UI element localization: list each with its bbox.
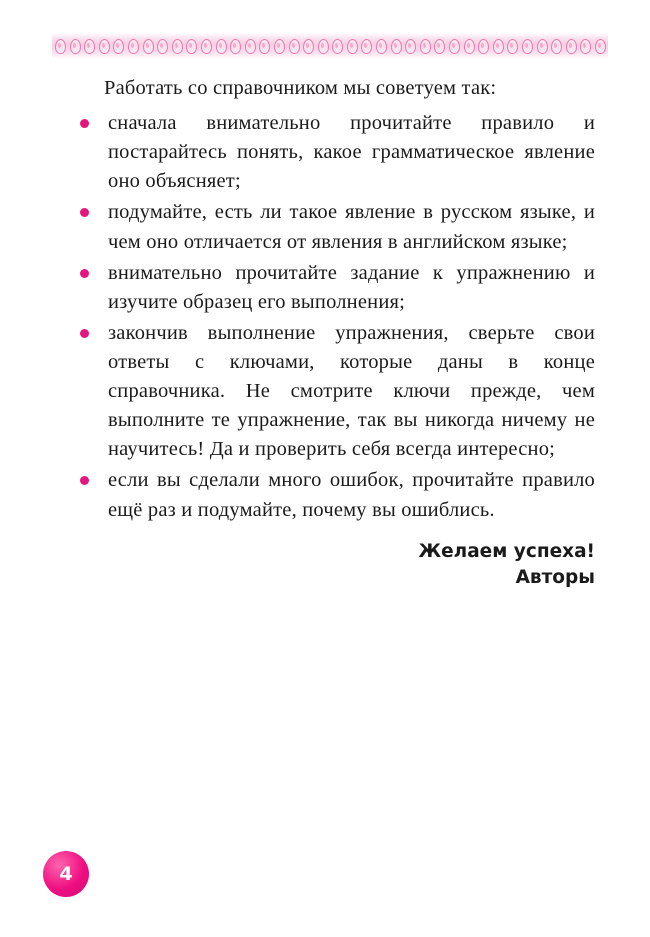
list-item-text: если вы сделали много ошибок, прочитайте правило ещё раз и подумайте, почему вы ошиблись.: [108, 469, 595, 521]
decorative-ornament-band: [52, 33, 608, 59]
list-item: [70, 198, 595, 256]
ornament-swirl-icon: [317, 38, 329, 54]
ornament-swirl-icon: [550, 38, 562, 54]
ornament-swirl-icon: [127, 38, 139, 54]
list-item: [70, 109, 595, 196]
ornament-swirl-icon: [215, 38, 227, 54]
intro-paragraph: Работать со справочником мы советуем так:: [104, 77, 497, 99]
page-content: [70, 74, 595, 592]
ornament-swirl-icon: [288, 38, 300, 54]
ornament-swirl-icon: [346, 38, 358, 54]
ornament-swirl-icon: [98, 38, 110, 54]
ornament-swirl-icon: [521, 38, 533, 54]
ornament-swirl-icon: [83, 38, 95, 54]
ornament-swirl-icon: [477, 38, 489, 54]
ornament-swirl-icon: [185, 38, 197, 54]
ornament-swirl-icon: [404, 38, 416, 54]
ornament-swirl-icon: [54, 38, 66, 54]
ornament-swirl-icon: [390, 38, 402, 54]
ornament-swirl-icon: [258, 38, 270, 54]
list-item: [70, 466, 595, 524]
list-item-text: внимательно прочитайте задание к упражнению и изучите образец его выполнения;: [108, 261, 595, 313]
ornament-swirl-icon: [273, 38, 285, 54]
ornament-pattern: [52, 37, 608, 55]
ornament-swirl-icon: [156, 38, 168, 54]
list-item-text: подумайте, есть ли такое явление в русском языке, и чем оно отличается от явления в английском языке;: [108, 201, 595, 253]
ornament-swirl-icon: [331, 38, 343, 54]
ornament-swirl-icon: [302, 38, 314, 54]
bullet-icon: [80, 208, 89, 217]
bullet-icon: [80, 269, 89, 278]
ornament-swirl-icon: [69, 38, 81, 54]
bullet-icon: [80, 119, 89, 128]
closing-signature: [70, 539, 595, 593]
ornament-swirl-icon: [492, 38, 504, 54]
list-item-text: закончив выполнение упражнения, сверьте свои ответы с ключами, которые даны в конце справочника. Не смотрите ключи прежде, чем выполните те упражнение, так вы никогда ничему не научитесь! Да и проверить себя всегда интересно;: [108, 321, 595, 461]
ornament-swirl-icon: [244, 38, 256, 54]
ornament-swirl-icon: [594, 38, 606, 54]
ornament-swirl-icon: [229, 38, 241, 54]
ornament-swirl-icon: [536, 38, 548, 54]
ornament-swirl-icon: [112, 38, 124, 54]
ornament-swirl-icon: [579, 38, 591, 54]
bullet-icon: [80, 329, 89, 338]
list-item: [70, 259, 595, 317]
ornament-swirl-icon: [506, 38, 518, 54]
list-item: [70, 319, 595, 465]
closing-line-authors: Авторы: [515, 567, 595, 589]
advice-list: [70, 109, 595, 525]
ornament-swirl-icon: [171, 38, 183, 54]
closing-line-wish: Желаем успеха!: [418, 540, 595, 562]
ornament-swirl-icon: [419, 38, 431, 54]
ornament-swirl-icon: [565, 38, 577, 54]
ornament-swirl-icon: [360, 38, 372, 54]
bullet-icon: [80, 476, 89, 485]
page-number-badge: 4: [43, 851, 89, 897]
ornament-swirl-icon: [142, 38, 154, 54]
list-item-text: сначала внимательно прочитайте правило и постарайтесь понять, какое грамматическое явление оно объясняет;: [108, 112, 595, 193]
ornament-swirl-icon: [448, 38, 460, 54]
ornament-swirl-icon: [200, 38, 212, 54]
ornament-swirl-icon: [433, 38, 445, 54]
ornament-swirl-icon: [463, 38, 475, 54]
ornament-swirl-icon: [375, 38, 387, 54]
